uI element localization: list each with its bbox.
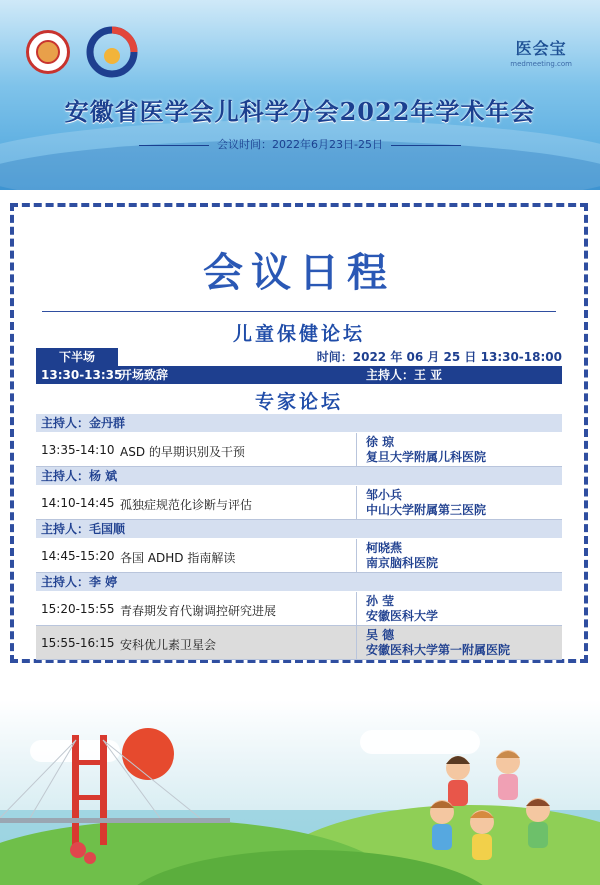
speaker-institution: 复旦大学附属儿科医院 — [366, 450, 487, 464]
host-row: 主持人：金丹群 — [36, 414, 562, 433]
opening-name: 开场致辞 — [120, 368, 169, 382]
speaker-institution: 南京脑科医院 — [366, 556, 439, 570]
opening-row — [36, 366, 562, 384]
divider — [391, 145, 461, 146]
schedule-table — [36, 414, 562, 660]
talk-time: 13:35-14:10 — [41, 443, 115, 457]
medical-association-logo-icon — [26, 30, 70, 74]
talk-time: 14:10-14:45 — [41, 496, 115, 510]
speaker-institution: 安徽医科大学 — [366, 609, 439, 623]
talk-time: 15:20-15:55 — [41, 602, 115, 616]
talk-time: 14:45-15:20 — [41, 549, 115, 563]
talk-topic: 安科优儿素卫星会 — [120, 638, 217, 652]
brand-logo — [510, 36, 572, 68]
pediatrics-branch-logo-icon — [86, 26, 138, 78]
schedule-title: 会议日程 — [203, 249, 395, 296]
meeting-time-text: 会议时间：2022年6月23日-25日 — [217, 138, 383, 151]
speaker-institution: 安徽医科大学第一附属医院 — [366, 643, 511, 657]
speaker-name: 徐 琼 — [366, 435, 395, 449]
divider — [356, 433, 357, 466]
talk-topic: 各国 ADHD 指南解读 — [120, 551, 236, 565]
host-row: 主持人：杨 斌 — [36, 467, 562, 486]
forum-title-expert: 专家论坛 — [254, 391, 343, 413]
divider — [139, 145, 209, 146]
header-banner — [0, 0, 600, 190]
children-icon — [420, 740, 580, 880]
page-title: 安徽省医学会儿科学分会2022年学术年会 — [64, 97, 536, 126]
divider — [356, 539, 357, 572]
talk-speaker — [366, 435, 486, 465]
talk-speaker — [366, 594, 438, 624]
divider — [356, 626, 357, 659]
session-time-info: 时间：2022 年 06 月 25 日 13:30-18:00 — [316, 350, 562, 364]
divider — [356, 486, 357, 519]
talk-topic: ASD 的早期识别及干预 — [120, 445, 245, 459]
divider — [356, 592, 357, 625]
landscape-illustration — [0, 700, 600, 885]
talk-time: 15:55-16:15 — [41, 636, 115, 650]
speaker-name: 吴 德 — [366, 628, 395, 642]
table-row — [36, 486, 562, 520]
brand-url: medmeeting.com — [510, 60, 572, 68]
table-row — [36, 539, 562, 573]
divider — [42, 311, 556, 312]
speaker-name: 孙 莹 — [366, 594, 395, 608]
table-row — [36, 433, 562, 467]
meeting-time — [0, 136, 600, 152]
talk-topic: 孤独症规范化诊断与评估 — [120, 498, 253, 512]
table-row — [36, 592, 562, 626]
speaker-name: 邹小兵 — [366, 488, 403, 502]
forum-title-child-health: 儿童保健论坛 — [232, 323, 365, 345]
opening-host: 主持人：王 亚 — [366, 368, 443, 382]
talk-topic: 青春期发育代谢调控研究进展 — [120, 604, 277, 618]
opening-time: 13:30-13:35 — [41, 368, 123, 382]
host-row: 主持人：李 婷 — [36, 573, 562, 592]
session-half-label: 下半场 — [36, 348, 118, 366]
talk-speaker — [366, 628, 510, 658]
host-row: 主持人：毛国顺 — [36, 520, 562, 539]
speaker-name: 柯晓燕 — [366, 541, 403, 555]
talk-speaker — [366, 488, 486, 518]
schedule-card — [10, 203, 588, 663]
talk-speaker — [366, 541, 438, 571]
brand-name: 医会宝 — [515, 39, 567, 58]
table-row — [36, 626, 562, 660]
speaker-institution: 中山大学附属第三医院 — [366, 503, 487, 517]
